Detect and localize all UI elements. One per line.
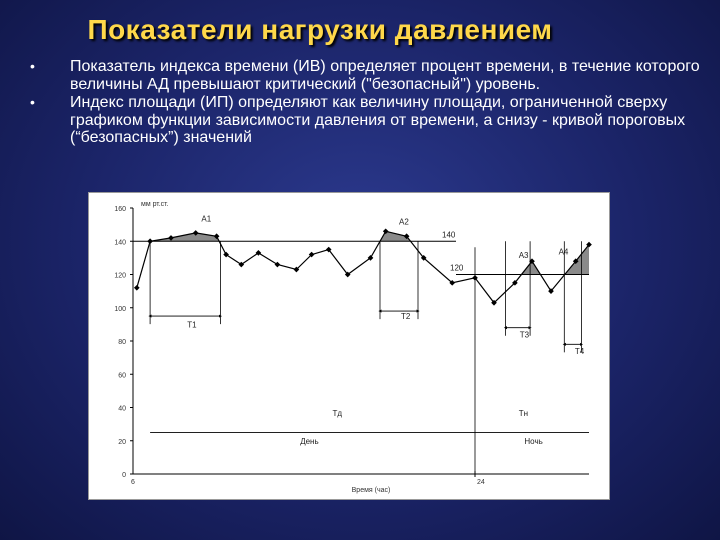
area-label-3: A3 — [518, 250, 529, 260]
bullet-text: Индекс площади (ИП) определяют как величину площади, ограниченной сверху графиком функции зависимости давления от времени, а снизу - кривой пороговых (“безопасных”) значений — [70, 94, 686, 146]
duration-label-1: T1 — [187, 320, 197, 330]
slide-title: Показатели нагрузки давлением — [87, 14, 553, 45]
x-tick-label-start: 6 — [131, 479, 135, 486]
bullet-text: Показатель индекса времени (ИВ) определяет процент времени, в течение которого величины АД превышают критический ("безопасный") уровень. — [70, 58, 700, 93]
area-label-2: A2 — [399, 217, 409, 227]
area-label-1: A1 — [201, 214, 212, 224]
y-axis-label: мм рт.ст. — [141, 201, 169, 208]
duration-label-4: T4 — [574, 347, 585, 356]
period-duration-day: Tд — [332, 408, 343, 418]
bp-chart — [89, 193, 609, 499]
y-tick-label-160: 160 — [114, 206, 126, 213]
period-duration-night: Tн — [518, 408, 529, 418]
duration-label-3: T3 — [519, 330, 530, 340]
y-tick-label-60: 60 — [118, 372, 126, 380]
bp-series-line — [137, 231, 589, 302]
bullet-icon: • — [30, 58, 35, 74]
y-tick-label-0: 0 — [122, 472, 126, 479]
y-tick-label-100: 100 — [114, 305, 126, 313]
bp-point-9 — [275, 262, 281, 268]
threshold-label-120: 120 — [450, 263, 464, 273]
bullet-item-area-index — [30, 94, 700, 147]
y-tick-label-20: 20 — [118, 438, 126, 446]
bullet-item-time-index — [30, 58, 700, 93]
night-label: Ночь — [524, 437, 543, 447]
bp-point-1 — [134, 285, 140, 291]
day-label: День — [300, 437, 319, 447]
bullet-icon: • — [30, 94, 35, 110]
chart-panel — [88, 192, 610, 500]
x-axis-label: Время (час) — [351, 487, 391, 494]
y-tick-label-80: 80 — [118, 339, 126, 346]
y-tick-label-40: 40 — [118, 405, 126, 413]
y-tick-label-140: 140 — [114, 239, 126, 247]
x-tick-label-split: 24 — [477, 479, 485, 486]
area-label-4: A4 — [558, 247, 569, 257]
duration-label-2: T2 — [401, 312, 411, 322]
bullet-list — [30, 58, 700, 148]
threshold-label-140: 140 — [442, 230, 456, 240]
y-tick-label-120: 120 — [114, 272, 126, 280]
